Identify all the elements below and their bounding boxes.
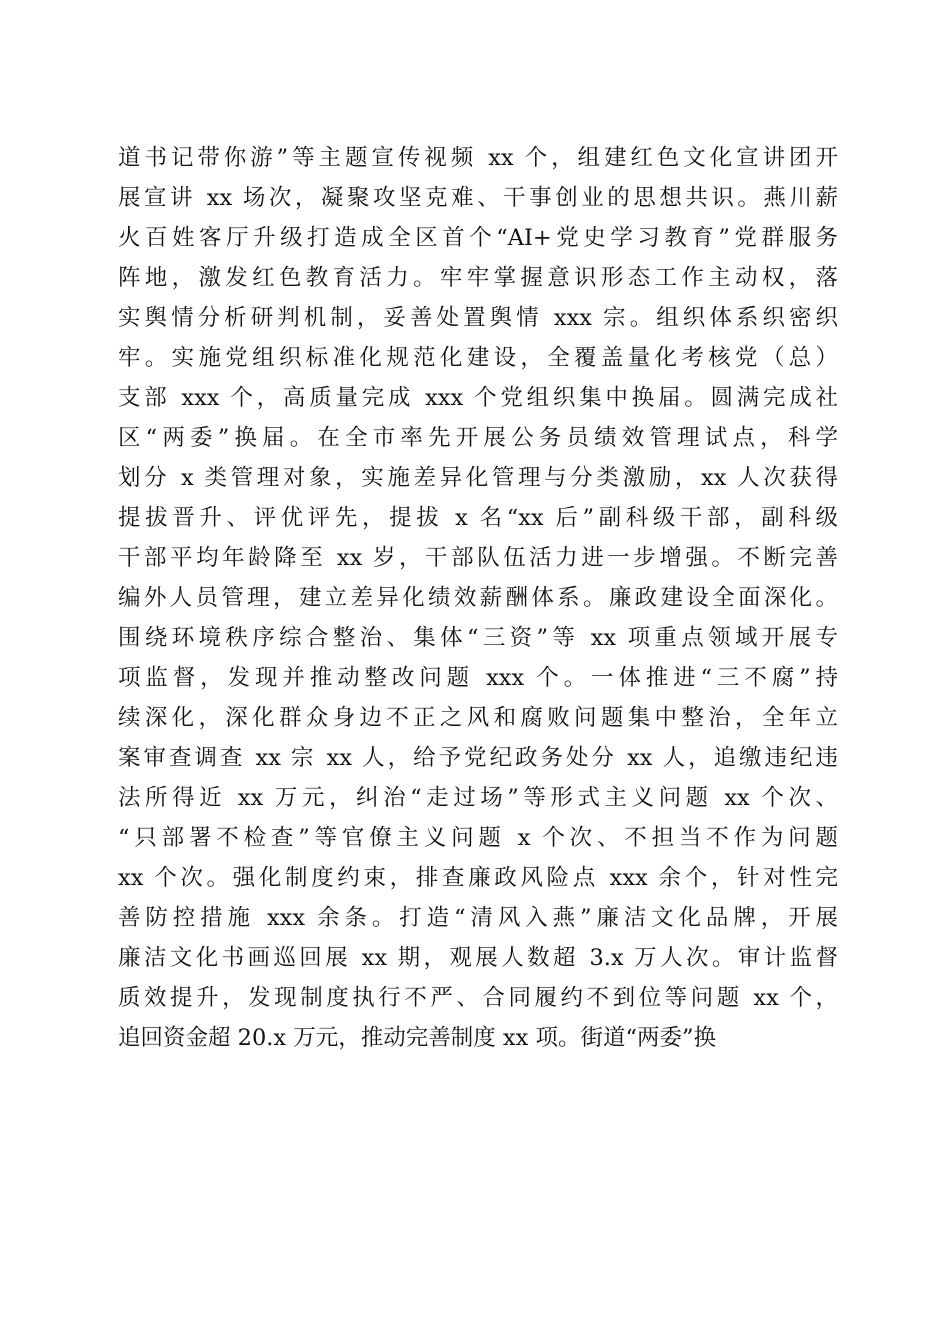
text-line: 续深化，深化群众身边不正之风和腐败问题集中整治，全年立: [118, 705, 838, 731]
text-line: 法所得近 xx 万元，纠治“走过场”等形式主义问题 xx 个次、: [118, 785, 838, 811]
text-line: 支部 xxx 个，高质量完成 xxx 个党组织集中换届。圆满完成社: [118, 385, 838, 411]
text-line: 案审查调查 xx 宗 xx 人，给予党纪政务处分 xx 人，追缴违纪违: [118, 745, 838, 771]
text-line: 廉洁文化书画巡回展 xx 期，观展人数超 3.x 万人次。审计监督: [118, 945, 838, 971]
text-line: 追回资金超 20.x 万元，推动完善制度 xx 项。街道“两委”换: [118, 1025, 716, 1051]
text-line: 编外人员管理，建立差异化绩效薪酬体系。廉政建设全面深化。: [118, 585, 838, 611]
text-line: “只部署不检查”等官僚主义问题 x 个次、不担当不作为问题: [118, 825, 838, 851]
text-line: 展宣讲 xx 场次，凝聚攻坚克难、干事创业的思想共识。燕川薪: [118, 185, 838, 211]
text-line: 围绕环境秩序综合整治、集体“三资”等 xx 项重点领域开展专: [118, 625, 838, 651]
text-line: 区“两委”换届。在全市率先开展公务员绩效管理试点，科学: [118, 425, 838, 451]
text-line: 阵地，激发红色教育活力。牢牢掌握意识形态工作主动权，落: [118, 265, 838, 291]
text-line: 干部平均年龄降至 xx 岁，干部队伍活力进一步增强。不断完善: [118, 545, 838, 571]
text-line: 质效提升，发现制度执行不严、合同履约不到位等问题 xx 个，: [118, 985, 838, 1011]
text-line: 划分 x 类管理对象，实施差异化管理与分类激励，xx 人次获得: [118, 465, 838, 491]
text-line: 道书记带你游”等主题宣传视频 xx 个，组建红色文化宣讲团开: [118, 145, 838, 171]
text-line: 提拔晋升、评优评先，提拔 x 名“xx 后”副科级干部，副科级: [118, 505, 838, 531]
text-line: 项监督，发现并推动整改问题 xxx 个。一体推进“三不腐”持: [118, 665, 838, 691]
text-line: xx 个次。强化制度约束，排查廉政风险点 xxx 余个，针对性完: [118, 865, 838, 891]
text-line: 牢。实施党组织标准化规范化建设，全覆盖量化考核党（总）: [118, 345, 838, 371]
text-line: 实舆情分析研判机制，妥善处置舆情 xxx 宗。组织体系织密织: [118, 305, 838, 331]
body-paragraph: [118, 138, 838, 1058]
text-line: 善防控措施 xxx 余条。打造“清风入燕”廉洁文化品牌，开展: [118, 905, 838, 931]
text-line: 火百姓客厅升级打造成全区首个“AI+党史学习教育”党群服务: [118, 225, 838, 251]
